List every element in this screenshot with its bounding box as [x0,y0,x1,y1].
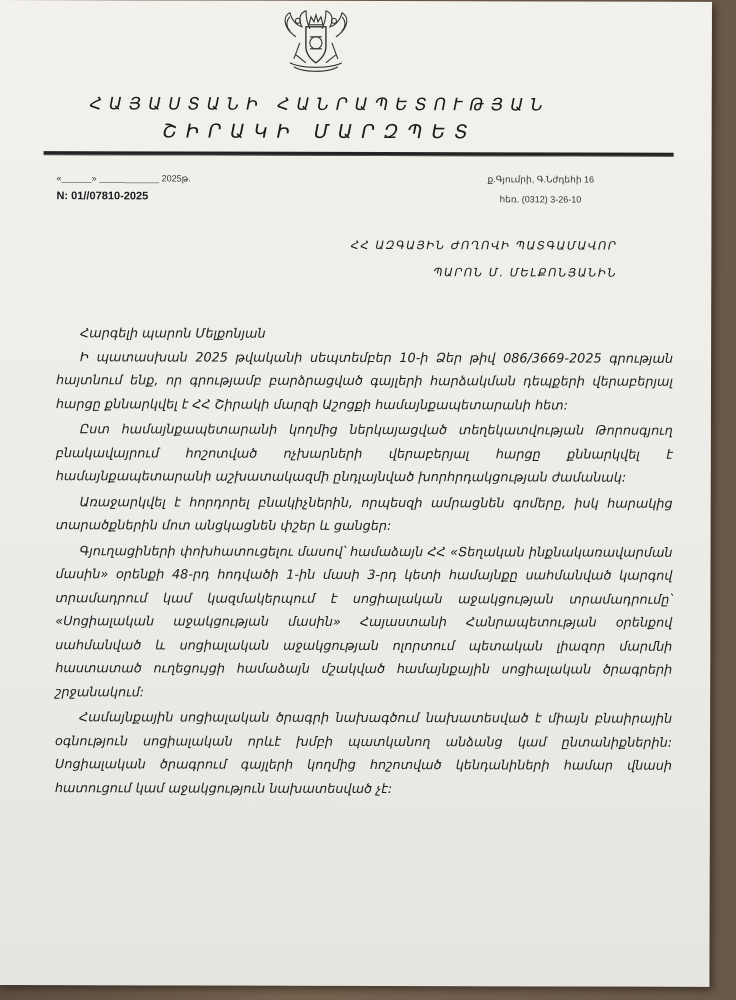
office-phone: հեռ. (0312) 3-26-10 [499,194,582,205]
paragraph-4: Գյուղացիների փոխհատուցելու մասով՝ համաձայն ՀՀ «Տեղական ինքնակառավարման մասին» օրենքի 48-րդ հոդվածի 1-ին մասի 3-րդ կետի համայնքը սահմանված կարգով տրամադրում կամ կազմակերպում է սոցիալական աջակցության տրամադրումը՝ «Սոցիալական աջակցության մասին» Հայաստանի Հանրապետության օրենքով սահմանված և սոցիալական աջակցության ոլորտում պետական լիազոր մարմնի հաստատած ուղեցույցի համաձայն մշակված համայնքային սոցիալական ծրագրերի շրջանակում: [55,543,673,700]
header-divider [44,151,674,157]
paragraph-3: Առաջարկվել է հորդորել բնակիչներին, որպեսզի ամրացնեն գոմերը, իսկ հարակից տարածքներին մոտ անցկացնեն փշեր և ցանցեր: [55,494,673,535]
date-line: «______» ____________ 2025թ. [56,173,191,184]
paragraph-1: Ի պատասխան 2025 թվականի սեպտեմբեր 10-ի Ձեր թիվ 086/3669-2025 գրության հայտնում ենք, որ գրությամբ բարձրացված գայլերի հարձակման դեպքերի վերաբերյալ հարցը քննարկվել է ՀՀ Շիրակի մարզի Աշոցքի համայնքապետարանի հետ: [55,349,674,413]
org-title-line1: ՀԱՅԱՍՏԱՆԻ ՀԱՆՐԱՊԵՏՈՒԹՅԱՆ [89,94,550,116]
coat-of-arms-icon [276,7,356,77]
recipient-title: ՀՀ ԱԶԳԱՅԻՆ ԺՈՂՈՎԻ ՊԱՏԳԱՄԱՎՈՐ [350,237,618,253]
paragraph-5: Համայնքային սոցիալական ծրագրի նախագծում նախատեսված է միայն բնաիրային օգնություն սոցիալական որևէ խմբի պատկանող անձանց կամ ընտանիքներին: Սոցիալական ծրագրում գայլերի կողմից հոշոտված կենդանիների համար վնասի հատուցում կամ աջակցություն նախատեսված չէ: [54,710,673,797]
paragraph-2: Ըստ համայնքապետարանի կողմից ներկայացված տեղեկատվության Թորոսգյուղ բնակավայրում հոշոտված ոչխարների վերաբերյալ հարցը քննարկվել է համայնքապետարանի աշխատակազմի ընդլայնված խորհրդակցության ժամանակ: [55,422,673,486]
recipient-name: ՊԱՐՈՆ Մ. ՄԵԼՔՈՆՅԱՆԻՆ [433,265,618,280]
letter-body [55,322,673,802]
office-address: ք.Գյումրի, Գ.Նժդեհի 16 [487,174,595,185]
document-number: N: 01//07810-2025 [56,190,149,203]
salutation: Հարգելի պարոն Մելքոնյան [80,326,266,342]
org-title-line2: ՇԻՐԱԿԻ ՄԱՐԶՊԵՏ [162,120,477,144]
